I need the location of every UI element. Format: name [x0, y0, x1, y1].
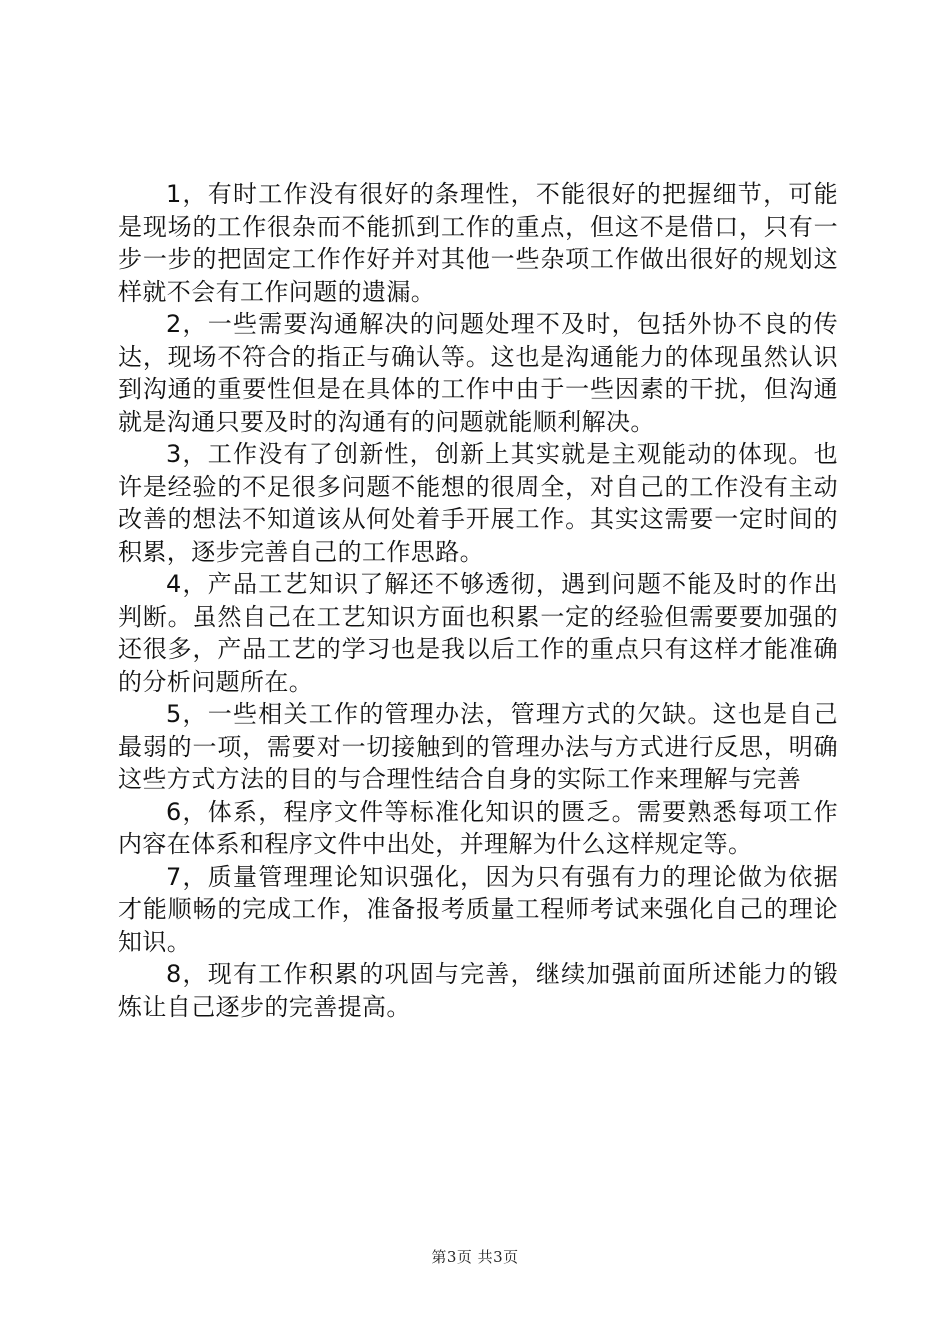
- page-footer: 第3页 共3页: [431, 1248, 519, 1266]
- paragraph-5: 5，一些相关工作的管理办法，管理方式的欠缺。这也是自己最弱的一项，需要对一切接触到的管理办法与方式进行反思，明确这些方式方法的目的与合理性结合自身的实际工作来理解与完善: [118, 700, 838, 793]
- paragraph-2: 2，一些需要沟通解决的问题处理不及时，包括外协不良的传达，现场不符合的指正与确认等。这也是沟通能力的体现虽然认识到沟通的重要性但是在具体的工作中由于一些因素的干扰，但沟通就是沟通只要及时的沟通有的问题就能顺利解决。: [118, 310, 838, 436]
- paragraph-4: 4，产品工艺知识了解还不够透彻，遇到问题不能及时的作出判断。虽然自己在工艺知识方面也积累一定的经验但需要要加强的还很多，产品工艺的学习也是我以后工作的重点只有这样才能准确的分析问题所在。: [118, 570, 838, 696]
- paragraph-6: 6，体系，程序文件等标准化知识的匮乏。需要熟悉每项工作内容在体系和程序文件中出处，并理解为什么这样规定等。: [118, 797, 838, 858]
- paragraph-3: 3，工作没有了创新性，创新上其实就是主观能动的体现。也许是经验的不足很多问题不能想的很周全，对自己的工作没有主动改善的想法不知道该从何处着手开展工作。其实这需要一定时间的积累，逐步完善自己的工作思路。: [118, 440, 838, 566]
- paragraph-8: 8，现有工作积累的巩固与完善，继续加强前面所述能力的锻炼让自己逐步的完善提高。: [118, 960, 838, 1021]
- paragraph-1: 1，有时工作没有很好的条理性，不能很好的把握细节，可能是现场的工作很杂而不能抓到工作的重点，但这不是借口，只有一步一步的把固定工作作好并对其他一些杂项工作做出很好的规划这样就不会有工作问题的遗漏。: [118, 180, 838, 306]
- paragraph-7: 7，质量管理理论知识强化，因为只有强有力的理论做为依据才能顺畅的完成工作，准备报考质量工程师考试来强化自己的理论知识。: [118, 862, 838, 956]
- document-body: [118, 178, 838, 1023]
